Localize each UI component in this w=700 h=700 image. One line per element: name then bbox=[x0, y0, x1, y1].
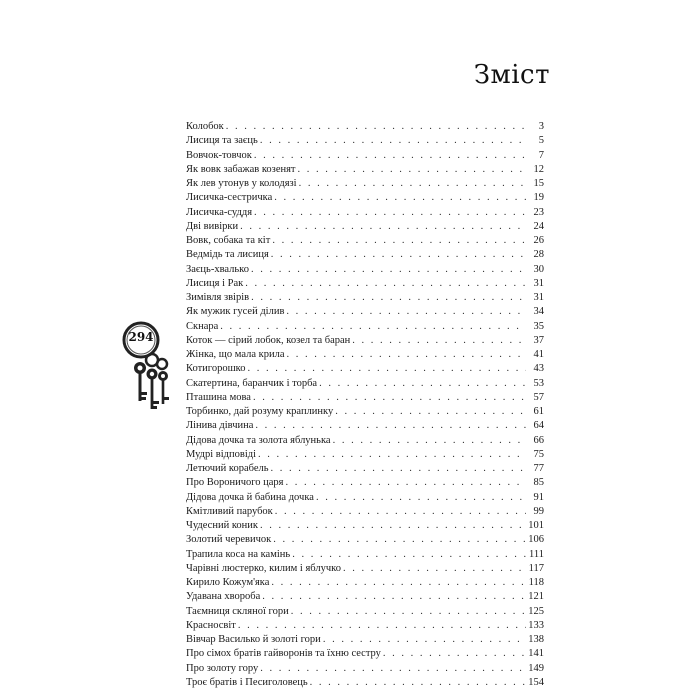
toc-leader-dots bbox=[226, 120, 526, 134]
toc-leader-dots bbox=[262, 590, 526, 604]
toc-entry bbox=[186, 662, 544, 676]
toc-entry bbox=[186, 177, 544, 191]
toc-entry-page: 19 bbox=[533, 192, 544, 204]
toc-entry-page: 15 bbox=[533, 178, 544, 189]
toc-entry-title: Пташина мова bbox=[186, 391, 251, 403]
toc-leader-dots bbox=[271, 576, 526, 590]
toc-entry-page: 133 bbox=[528, 619, 544, 631]
toc-entry-page: 57 bbox=[533, 391, 544, 403]
toc-leader-dots bbox=[275, 505, 526, 519]
toc-leader-dots bbox=[299, 177, 526, 191]
toc-entry-title: Скатертина, баранчик і торба bbox=[186, 377, 318, 389]
toc-entry bbox=[186, 163, 544, 177]
toc-entry bbox=[186, 647, 544, 661]
toc-entry-title: Лисиця та заєць bbox=[186, 135, 258, 147]
toc-entry bbox=[186, 263, 544, 277]
toc-entry-title: Вовк, собака та кіт bbox=[186, 235, 271, 246]
toc-leader-dots bbox=[220, 320, 526, 334]
toc-entry-page: 106 bbox=[528, 534, 544, 546]
toc-leader-dots bbox=[254, 149, 526, 163]
toc-entry-title: Котигорошко bbox=[186, 363, 246, 375]
toc-entry-page: 85 bbox=[533, 477, 544, 489]
toc-entry bbox=[186, 334, 544, 348]
toc-entry bbox=[186, 405, 544, 419]
toc-entry bbox=[186, 305, 544, 319]
toc-entry-title: Заєць-хвалько bbox=[186, 263, 249, 275]
toc-entry-title: Скнара bbox=[186, 320, 219, 332]
toc-leader-dots bbox=[260, 519, 526, 533]
toc-leader-dots bbox=[319, 377, 526, 391]
toc-entry bbox=[186, 206, 544, 220]
toc-entry-page: 61 bbox=[533, 406, 544, 417]
toc-entry-title: Лисиця і Рак bbox=[186, 277, 244, 289]
toc-entry bbox=[186, 519, 544, 533]
toc-entry-page: 41 bbox=[533, 349, 544, 360]
toc-leader-dots bbox=[248, 362, 527, 376]
toc-entry-title: Як мужик гусей ділив bbox=[186, 306, 285, 318]
toc-entry-page: 34 bbox=[533, 306, 544, 318]
toc-leader-dots bbox=[271, 248, 526, 262]
toc-entry-page: 125 bbox=[528, 605, 544, 617]
toc-entry-page: 138 bbox=[528, 634, 544, 645]
toc-entry-page: 26 bbox=[533, 235, 544, 246]
toc-entry bbox=[186, 476, 544, 490]
toc-leader-dots bbox=[286, 476, 526, 490]
toc-leader-dots bbox=[254, 206, 526, 220]
toc-entry bbox=[186, 505, 544, 519]
toc-leader-dots bbox=[323, 633, 526, 647]
toc-entry-title: Коток — сірий лобок, козел та баран bbox=[186, 334, 351, 346]
toc-leader-dots bbox=[272, 234, 526, 248]
toc-entry-title: Колобок bbox=[186, 121, 224, 132]
toc-entry bbox=[186, 220, 544, 234]
toc-leader-dots bbox=[352, 334, 526, 348]
toc-entry-title: Як лев утонув у колодязі bbox=[186, 178, 297, 189]
toc-entry-page: 24 bbox=[533, 220, 544, 232]
toc-entry bbox=[186, 348, 544, 362]
toc-leader-dots bbox=[251, 263, 526, 277]
toc-entry-title: Жінка, що мала крила bbox=[186, 349, 285, 360]
toc-entry-title: Про Вороничого царя bbox=[186, 477, 284, 489]
toc-entry-page: 3 bbox=[538, 121, 544, 132]
toc-entry-page: 28 bbox=[533, 249, 544, 261]
page-number: 294 bbox=[128, 330, 154, 344]
toc-entry-page: 53 bbox=[533, 377, 544, 389]
toc-entry-title: Красносвіт bbox=[186, 619, 236, 631]
toc-leader-dots bbox=[273, 533, 526, 547]
toc-entry bbox=[186, 548, 544, 562]
toc-entry bbox=[186, 419, 544, 433]
toc-leader-dots bbox=[240, 220, 526, 234]
toc-entry-page: 7 bbox=[538, 149, 544, 161]
toc-leader-dots bbox=[251, 291, 526, 305]
toc-entry-title: Удавана хвороба bbox=[186, 591, 261, 603]
toc-entry-page: 5 bbox=[538, 135, 544, 147]
toc-leader-dots bbox=[333, 434, 526, 448]
toc-entry-title: Дідова дочка та золота яблунька bbox=[186, 434, 331, 446]
toc-entry-title: Як вовк забажав козенят bbox=[186, 163, 296, 175]
toc-entry-page: 91 bbox=[533, 491, 544, 503]
toc-entry-title: Кирило Кожум'яка bbox=[186, 577, 270, 588]
toc-leader-dots bbox=[286, 305, 526, 319]
toc-entry-page: 77 bbox=[533, 463, 544, 474]
page-title: Зміст bbox=[473, 60, 550, 90]
toc-entry-title: Лисичка-суддя bbox=[186, 206, 253, 218]
toc-entry-page: 12 bbox=[533, 163, 544, 175]
toc-entry bbox=[186, 149, 544, 163]
toc-entry-title: Про золоту гору bbox=[186, 662, 259, 674]
toc-entry bbox=[186, 191, 544, 205]
toc-entry-title: Чудесний коник bbox=[186, 520, 258, 531]
toc-entry-page: 66 bbox=[533, 434, 544, 446]
toc-entry bbox=[186, 248, 544, 262]
toc-entry-title: Кмітливий парубок bbox=[186, 505, 273, 517]
toc-entry-title: Дві вивірки bbox=[186, 220, 239, 232]
toc-entry bbox=[186, 320, 544, 334]
toc-leader-dots bbox=[245, 277, 526, 291]
toc-leader-dots bbox=[255, 419, 526, 433]
toc-entry-title: Мудрі відповіді bbox=[186, 448, 257, 460]
toc-entry-page: 31 bbox=[533, 292, 544, 303]
toc-leader-dots bbox=[310, 676, 526, 690]
toc-entry-page: 101 bbox=[528, 520, 544, 531]
toc-leader-dots bbox=[274, 191, 526, 205]
toc-entry-title: Золотий черевичок bbox=[186, 534, 272, 546]
toc-entry bbox=[186, 134, 544, 148]
toc-entry-page: 64 bbox=[533, 420, 544, 432]
toc-entry bbox=[186, 491, 544, 505]
toc-entry-title: Летючий корабель bbox=[186, 463, 269, 474]
toc-entry-page: 35 bbox=[533, 320, 544, 332]
toc-entry bbox=[186, 576, 544, 590]
toc-entry-title: Троє братів і Песиголовець bbox=[186, 676, 308, 688]
toc-entry bbox=[186, 277, 544, 291]
toc-entry-page: 99 bbox=[533, 505, 544, 517]
table-of-contents bbox=[186, 120, 544, 690]
toc-leader-dots bbox=[260, 134, 526, 148]
toc-entry-page: 111 bbox=[529, 548, 544, 560]
toc-leader-dots bbox=[316, 491, 526, 505]
toc-entry-page: 23 bbox=[533, 206, 544, 218]
toc-entry-title: Вівчар Василько й золоті гори bbox=[186, 634, 321, 645]
toc-leader-dots bbox=[286, 348, 526, 362]
toc-entry-page: 30 bbox=[533, 263, 544, 275]
toc-entry-page: 141 bbox=[528, 648, 544, 660]
toc-leader-dots bbox=[271, 462, 526, 476]
toc-leader-dots bbox=[298, 163, 526, 177]
toc-entry-title: Таємниця скляної гори bbox=[186, 605, 289, 617]
toc-leader-dots bbox=[238, 619, 526, 633]
toc-entry bbox=[186, 533, 544, 547]
toc-entry bbox=[186, 619, 544, 633]
toc-entry bbox=[186, 362, 544, 376]
toc-entry-page: 43 bbox=[533, 363, 544, 375]
toc-leader-dots bbox=[291, 605, 526, 619]
toc-entry bbox=[186, 377, 544, 391]
toc-entry bbox=[186, 590, 544, 604]
toc-entry bbox=[186, 562, 544, 576]
toc-entry-page: 149 bbox=[528, 662, 544, 674]
toc-leader-dots bbox=[258, 448, 526, 462]
toc-leader-dots bbox=[343, 562, 526, 576]
toc-entry-page: 117 bbox=[528, 562, 544, 574]
toc-entry-title: Лінива дівчина bbox=[186, 420, 254, 432]
toc-entry bbox=[186, 434, 544, 448]
toc-entry bbox=[186, 633, 544, 647]
toc-entry-page: 37 bbox=[533, 334, 544, 346]
toc-leader-dots bbox=[335, 405, 526, 419]
toc-entry-page: 121 bbox=[528, 591, 544, 603]
toc-entry-title: Про сімох братів гайворонів та їхню сестру bbox=[186, 648, 381, 660]
toc-entry bbox=[186, 291, 544, 305]
toc-entry bbox=[186, 391, 544, 405]
toc-entry-title: Трапила коса на камінь bbox=[186, 548, 291, 560]
toc-leader-dots bbox=[383, 647, 526, 661]
toc-entry-title: Чарівні люстерко, килим і яблучко bbox=[186, 562, 341, 574]
toc-entry-page: 31 bbox=[533, 277, 544, 289]
toc-leader-dots bbox=[260, 662, 526, 676]
toc-leader-dots bbox=[253, 391, 526, 405]
toc-entry-title: Зимівля звірів bbox=[186, 292, 250, 303]
toc-entry-page: 154 bbox=[528, 676, 544, 688]
toc-leader-dots bbox=[292, 548, 526, 562]
toc-entry-title: Торбинко, дай розуму краплинку bbox=[186, 406, 334, 417]
toc-entry-title: Дідова дочка й бабина дочка bbox=[186, 491, 314, 503]
toc-entry bbox=[186, 605, 544, 619]
toc-entry bbox=[186, 462, 544, 476]
toc-entry-title: Вовчок-товчок bbox=[186, 149, 252, 161]
toc-entry bbox=[186, 234, 544, 248]
toc-entry bbox=[186, 676, 544, 690]
toc-entry bbox=[186, 448, 544, 462]
toc-entry bbox=[186, 120, 544, 134]
toc-entry-title: Лисичка-сестричка bbox=[186, 192, 273, 204]
toc-entry-page: 118 bbox=[528, 577, 544, 588]
toc-entry-page: 75 bbox=[533, 448, 544, 460]
toc-entry-title: Ведмідь та лисиця bbox=[186, 249, 269, 261]
